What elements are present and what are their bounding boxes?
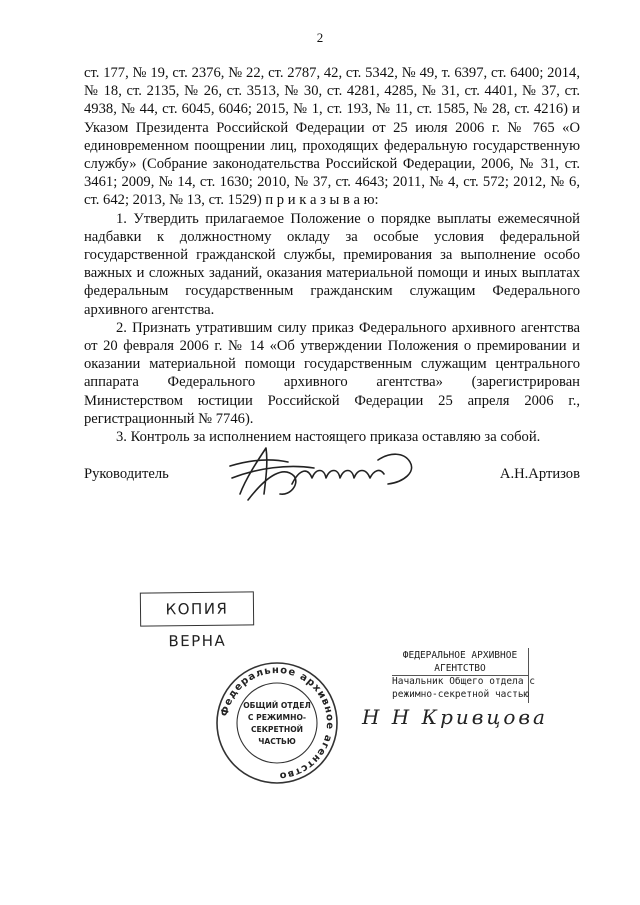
order-body	[84, 64, 580, 446]
preamble-paragraph: ст. 177, № 19, ст. 2376, № 22, ст. 2787, 42, ст. 5342, № 49, т. 6397, ст. 6400; 2014, № 18, ст. 2135, № 26, ст. 3513, № 30, ст. 4281, 4285, № 31, ст. 4401, № 37, ст. 4938, № 44, ст. 6045, 6046; 2015, № 1, ст. 193, № 11, ст. 1585, № 28, ст. 4216) и Указом Президента Российской Федерации от 25 июля 2006 г. № 765 «О единовременном поощрении лиц, проходящих федеральную государственную службу» (Собрание законодательства Российской Федерации, 2006, № 31, ст. 3461; 2009, № 14, ст. 1630; 2010, № 37, ст. 4643; 2011, № 4, ст. 572; 2012, № 6, ст. 642; 2013, № 13, ст. 1529) п р и к а з ы в а ю:	[84, 65, 580, 209]
stamp-line: АГЕНТСТВО	[434, 662, 486, 674]
department-stamp	[392, 648, 535, 703]
clause-1-paragraph: 1. Утвердить прилагаемое Положение о порядке выплаты ежемесячной надбавки к должностному окладу за особые условия федеральной государственной гражданской службы, премирования за выполнение особо важных и сложных заданий, оказания материальной помощи и иных выплатах федеральным государственным гражданским служащим Федерального архивного агентства.	[84, 210, 580, 318]
handwritten-signature	[228, 438, 428, 512]
page-number: 2	[316, 30, 324, 45]
seal-center-line: ЧАСТЬЮ	[258, 737, 296, 746]
clause-2-paragraph: 2. Признать утратившим силу приказ Федерального архивного агентства от 20 февраля 2006 г. № 14 «Об утверждении Положения о премировании и оказании материальной помощи государственным служащим центрального аппарата Федерального архивного агентства» (зарегистрирован Министерством юстиции Российской Федерации 25 апреля 2006 г., регистрационный № 7746).	[84, 319, 580, 427]
clause-3-paragraph: 3. Контроль за исполнением настоящего приказа оставляю за собой.	[116, 429, 541, 446]
stamp-line: Начальник Общего отдела с	[392, 676, 535, 687]
seal-center-line: ОБЩИЙ ОТДЕЛ	[243, 701, 311, 710]
seal-ring-text: Федеральное архивное агентство	[219, 664, 336, 782]
stamp-line: ФЕДЕРАЛЬНОЕ АРХИВНОЕ	[402, 650, 518, 661]
copy-verified-stamp: КОПИЯ ВЕРНА	[140, 591, 254, 626]
signatory-title: Руководитель	[84, 466, 169, 482]
stamp-line: режимно-секретной частью	[392, 688, 530, 700]
round-official-seal	[214, 660, 340, 786]
officer-signature	[358, 698, 558, 734]
signatory-name: А.Н.Артизов	[499, 466, 580, 482]
seal-center-line: С РЕЖИМНО-	[247, 713, 307, 722]
seal-center-line: СЕКРЕТНОЙ	[250, 725, 304, 734]
officer-signature-text: Н Н Кривцова	[362, 705, 548, 729]
